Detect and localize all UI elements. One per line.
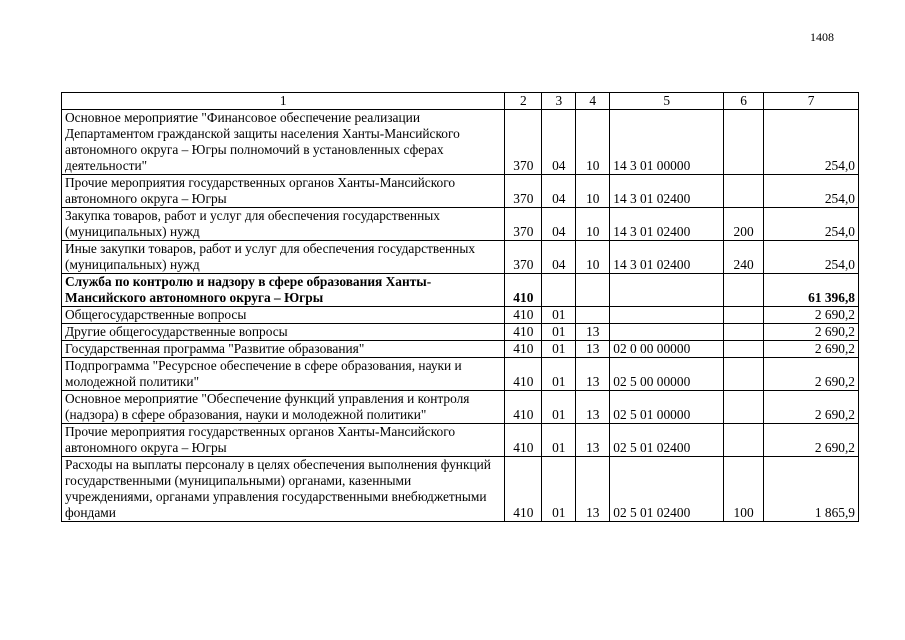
ministry-code-cell: 370 bbox=[505, 110, 542, 175]
ministry-code-cell: 410 bbox=[505, 358, 542, 391]
amount-cell: 254,0 bbox=[764, 110, 859, 175]
ministry-code-cell: 410 bbox=[505, 424, 542, 457]
ministry-code-cell: 370 bbox=[505, 208, 542, 241]
section-code-cell: 04 bbox=[542, 175, 576, 208]
table-row bbox=[62, 307, 859, 324]
table-row bbox=[62, 391, 859, 424]
amount-cell: 2 690,2 bbox=[764, 358, 859, 391]
subsection-code-cell: 10 bbox=[576, 175, 610, 208]
target-article-cell: 14 3 01 00000 bbox=[610, 110, 724, 175]
section-code-cell: 01 bbox=[542, 307, 576, 324]
amount-cell: 2 690,2 bbox=[764, 391, 859, 424]
subsection-code-cell bbox=[576, 274, 610, 307]
table-row bbox=[62, 274, 859, 307]
amount-cell: 254,0 bbox=[764, 175, 859, 208]
ministry-code-cell: 410 bbox=[505, 324, 542, 341]
subsection-code-cell: 10 bbox=[576, 208, 610, 241]
ministry-code-cell: 410 bbox=[505, 341, 542, 358]
section-code-cell: 04 bbox=[542, 110, 576, 175]
table-row bbox=[62, 457, 859, 522]
target-article-cell: 02 5 00 00000 bbox=[610, 358, 724, 391]
section-code-cell: 01 bbox=[542, 457, 576, 522]
amount-cell: 2 690,2 bbox=[764, 324, 859, 341]
subsection-code-cell: 13 bbox=[576, 341, 610, 358]
subsection-code-cell: 13 bbox=[576, 457, 610, 522]
expense-type-cell bbox=[724, 424, 764, 457]
expense-type-cell: 100 bbox=[724, 457, 764, 522]
row-name-cell: Закупка товаров, работ и услуг для обеспечения государственных (муниципальных) нужд bbox=[62, 208, 505, 241]
ministry-code-cell: 410 bbox=[505, 391, 542, 424]
table-row bbox=[62, 341, 859, 358]
expense-type-cell: 200 bbox=[724, 208, 764, 241]
header-cell: 5 bbox=[610, 93, 724, 110]
section-code-cell: 04 bbox=[542, 241, 576, 274]
amount-cell: 2 690,2 bbox=[764, 307, 859, 324]
expense-type-cell bbox=[724, 307, 764, 324]
amount-cell: 61 396,8 bbox=[764, 274, 859, 307]
subsection-code-cell: 13 bbox=[576, 324, 610, 341]
subsection-code-cell: 10 bbox=[576, 241, 610, 274]
table-row bbox=[62, 358, 859, 391]
amount-cell: 2 690,2 bbox=[764, 341, 859, 358]
ministry-code-cell: 410 bbox=[505, 457, 542, 522]
row-name-cell: Общегосударственные вопросы bbox=[62, 307, 505, 324]
table-row bbox=[62, 241, 859, 274]
section-code-cell: 01 bbox=[542, 341, 576, 358]
row-name-cell: Другие общегосударственные вопросы bbox=[62, 324, 505, 341]
table-row bbox=[62, 208, 859, 241]
amount-cell: 2 690,2 bbox=[764, 424, 859, 457]
target-article-cell bbox=[610, 274, 724, 307]
target-article-cell: 02 5 01 00000 bbox=[610, 391, 724, 424]
section-code-cell: 01 bbox=[542, 324, 576, 341]
table-row bbox=[62, 424, 859, 457]
expense-type-cell bbox=[724, 274, 764, 307]
row-name-cell: Основное мероприятие "Финансовое обеспечение реализации Департаментом гражданской защиты населения Ханты-Мансийского автономного округа – Югры полномочий в установленных сферах деятельности" bbox=[62, 110, 505, 175]
row-name-cell: Расходы на выплаты персоналу в целях обеспечения выполнения функций государственными (муниципальными) органами, казенными учреждениями, органами управления государственными внебюджетными фондами bbox=[62, 457, 505, 522]
subsection-code-cell bbox=[576, 307, 610, 324]
expense-type-cell bbox=[724, 341, 764, 358]
table-header-row bbox=[62, 93, 859, 110]
amount-cell: 254,0 bbox=[764, 241, 859, 274]
row-name-cell: Подпрограмма "Ресурсное обеспечение в сфере образования, науки и молодежной политики" bbox=[62, 358, 505, 391]
table-row bbox=[62, 324, 859, 341]
row-name-cell: Основное мероприятие "Обеспечение функций управления и контроля (надзора) в сфере образования, науки и молодежной политики" bbox=[62, 391, 505, 424]
row-name-cell: Прочие мероприятия государственных органов Ханты-Мансийского автономного округа – Югры bbox=[62, 175, 505, 208]
header-cell: 7 bbox=[764, 93, 859, 110]
header-cell: 4 bbox=[576, 93, 610, 110]
subsection-code-cell: 13 bbox=[576, 391, 610, 424]
amount-cell: 254,0 bbox=[764, 208, 859, 241]
table-row bbox=[62, 175, 859, 208]
row-name-cell: Государственная программа "Развитие образования" bbox=[62, 341, 505, 358]
target-article-cell: 14 3 01 02400 bbox=[610, 241, 724, 274]
amount-cell: 1 865,9 bbox=[764, 457, 859, 522]
header-cell: 2 bbox=[505, 93, 542, 110]
header-cell: 1 bbox=[62, 93, 505, 110]
ministry-code-cell: 410 bbox=[505, 307, 542, 324]
row-name-cell: Иные закупки товаров, работ и услуг для обеспечения государственных (муниципальных) нужд bbox=[62, 241, 505, 274]
section-code-cell: 01 bbox=[542, 424, 576, 457]
expense-type-cell bbox=[724, 110, 764, 175]
expense-type-cell: 240 bbox=[724, 241, 764, 274]
section-code-cell bbox=[542, 274, 576, 307]
expense-type-cell bbox=[724, 175, 764, 208]
section-code-cell: 01 bbox=[542, 358, 576, 391]
target-article-cell: 02 0 00 00000 bbox=[610, 341, 724, 358]
expense-type-cell bbox=[724, 391, 764, 424]
target-article-cell: 14 3 01 02400 bbox=[610, 175, 724, 208]
table-row bbox=[62, 110, 859, 175]
header-cell: 3 bbox=[542, 93, 576, 110]
target-article-cell: 02 5 01 02400 bbox=[610, 424, 724, 457]
target-article-cell bbox=[610, 324, 724, 341]
section-code-cell: 01 bbox=[542, 391, 576, 424]
target-article-cell: 14 3 01 02400 bbox=[610, 208, 724, 241]
expense-type-cell bbox=[724, 324, 764, 341]
row-name-cell: Служба по контролю и надзору в сфере образования Ханты-Мансийского автономного округа – Югры bbox=[62, 274, 505, 307]
row-name-cell: Прочие мероприятия государственных органов Ханты-Мансийского автономного округа – Югры bbox=[62, 424, 505, 457]
page-number: 1408 bbox=[810, 30, 834, 44]
ministry-code-cell: 410 bbox=[505, 274, 542, 307]
section-code-cell: 04 bbox=[542, 208, 576, 241]
subsection-code-cell: 10 bbox=[576, 110, 610, 175]
ministry-code-cell: 370 bbox=[505, 241, 542, 274]
ministry-code-cell: 370 bbox=[505, 175, 542, 208]
target-article-cell bbox=[610, 307, 724, 324]
target-article-cell: 02 5 01 02400 bbox=[610, 457, 724, 522]
subsection-code-cell: 13 bbox=[576, 424, 610, 457]
header-cell: 6 bbox=[724, 93, 764, 110]
subsection-code-cell: 13 bbox=[576, 358, 610, 391]
budget-table bbox=[61, 92, 859, 522]
expense-type-cell bbox=[724, 358, 764, 391]
